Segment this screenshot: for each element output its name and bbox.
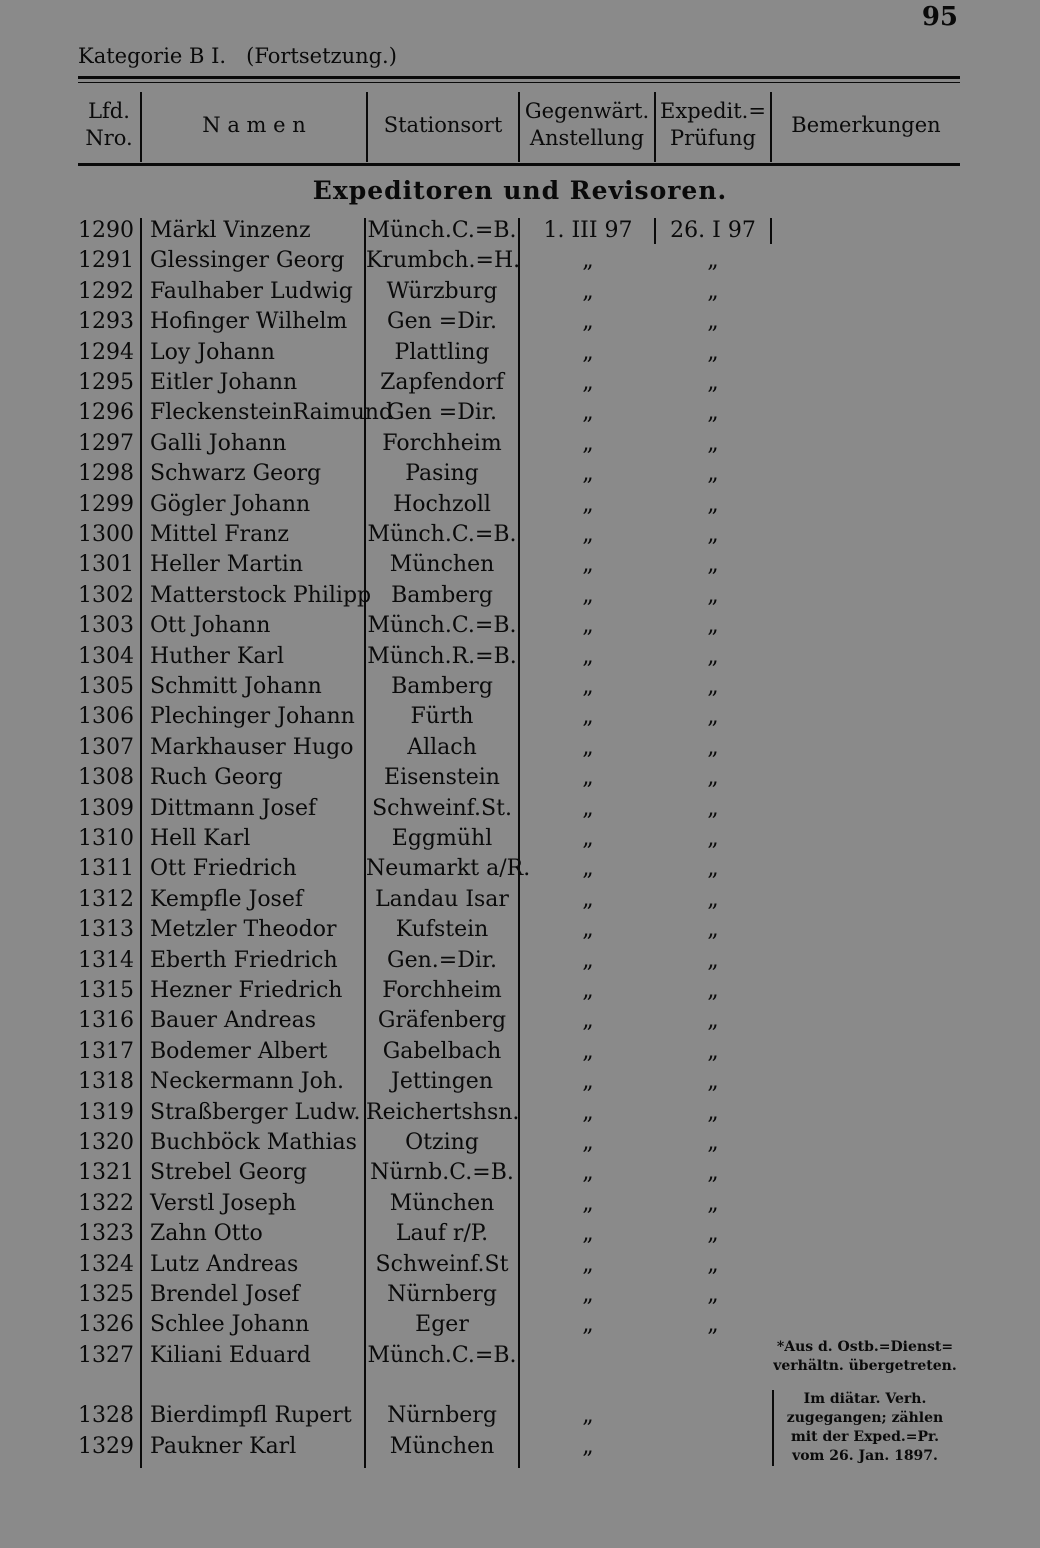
row-anstellung: „ xyxy=(582,978,594,1003)
row-name: Bierdimpfl Rupert xyxy=(150,1403,352,1429)
row-station: Münch.C.=B. xyxy=(367,613,517,639)
table-row xyxy=(0,915,1000,945)
header-rule-top xyxy=(78,76,960,79)
row-name: Brendel Josef xyxy=(150,1282,300,1307)
row-name: Hell Karl xyxy=(150,826,251,851)
row-name: Buchböck Mathias xyxy=(150,1130,357,1155)
row-pruefung: „ xyxy=(707,1282,719,1307)
row-name: Gögler Johann xyxy=(150,491,311,517)
row-station: Münch.C.=B. xyxy=(367,522,517,547)
row-pruefung: „ xyxy=(707,765,719,791)
row-pruefung: 26. I 97 xyxy=(670,218,756,243)
row-number: 1326 xyxy=(78,1312,134,1338)
row-anstellung: „ xyxy=(582,643,594,669)
row-name: Bodemer Albert xyxy=(150,1038,328,1064)
row-anstellung: „ xyxy=(582,370,594,395)
row-pruefung: „ xyxy=(707,1008,719,1034)
section-title: Expeditoren und Revisoren. xyxy=(312,176,728,205)
row-number: 1320 xyxy=(78,1130,134,1155)
row-station: Eisenstein xyxy=(384,765,500,791)
row-station: Zapfendorf xyxy=(380,370,504,395)
row-station: Gen =Dir. xyxy=(387,309,497,335)
row-station: Kufstein xyxy=(395,917,489,943)
row-name: Kiliani Eduard xyxy=(150,1342,311,1368)
row-anstellung: „ xyxy=(582,1130,594,1155)
row-station: Münch.R.=B. xyxy=(367,643,517,669)
table-row xyxy=(0,702,1000,732)
row-name: Metzler Theodor xyxy=(150,917,337,943)
row-station: Otzing xyxy=(405,1130,479,1155)
row-anstellung: „ xyxy=(582,734,594,760)
row-anstellung: „ xyxy=(582,582,594,608)
table-row xyxy=(0,763,1000,793)
row-station: München xyxy=(389,1190,495,1216)
row-pruefung: „ xyxy=(707,795,719,821)
table-row xyxy=(0,1250,1000,1280)
row-pruefung: „ xyxy=(707,309,719,335)
row-number: 1325 xyxy=(78,1282,134,1307)
header-divider xyxy=(140,92,142,162)
row-number: 1291 xyxy=(78,248,134,274)
table-row xyxy=(0,611,1000,641)
row-name: Märkl Vinzenz xyxy=(150,218,311,243)
table-row xyxy=(0,277,1000,307)
row-anstellung: „ xyxy=(582,248,594,274)
row-pruefung: „ xyxy=(707,947,719,973)
row-anstellung: „ xyxy=(582,1221,594,1247)
row-number: 1328 xyxy=(78,1403,134,1429)
row-station: Münch.C.=B. xyxy=(367,218,517,243)
row-anstellung: „ xyxy=(582,886,594,912)
row-anstellung: „ xyxy=(582,1099,594,1125)
header-divider xyxy=(770,92,772,162)
row-pruefung: „ xyxy=(707,552,719,578)
row-number: 1312 xyxy=(78,886,134,912)
row-anstellung: „ xyxy=(582,461,594,487)
row-name: Loy Johann xyxy=(150,339,275,365)
row-number: 1297 xyxy=(78,430,134,456)
row-number: 1298 xyxy=(78,461,134,487)
row-pruefung: „ xyxy=(707,734,719,760)
row-anstellung: „ xyxy=(582,765,594,791)
row-station: Forchheim xyxy=(382,978,502,1003)
row-station: Münch.C.=B. xyxy=(367,1342,517,1368)
row-name: Heller Martin xyxy=(150,552,304,578)
row-name: Verstl Joseph xyxy=(150,1190,297,1216)
row-pruefung: „ xyxy=(707,978,719,1003)
row-station: Würzburg xyxy=(386,278,498,304)
table-row xyxy=(0,854,1000,884)
row-pruefung: „ xyxy=(707,339,719,365)
row-station: München xyxy=(389,552,495,578)
table-row xyxy=(0,581,1000,611)
row-station: Schweinf.St. xyxy=(372,795,512,821)
row-number: 1300 xyxy=(78,522,134,547)
row-name: Kempfle Josef xyxy=(150,886,304,912)
table-row xyxy=(0,1006,1000,1036)
row-anstellung: „ xyxy=(582,1433,594,1459)
row-anstellung: „ xyxy=(582,522,594,547)
row-station: Forchheim xyxy=(382,430,502,456)
row-pruefung: „ xyxy=(707,430,719,456)
table-row xyxy=(0,246,1000,276)
row-number: 1314 xyxy=(78,947,134,973)
table-row xyxy=(0,1037,1000,1067)
row-number: 1299 xyxy=(78,491,134,517)
row-pruefung: „ xyxy=(707,1130,719,1155)
row-name: Schlee Johann xyxy=(150,1312,310,1338)
row-anstellung: „ xyxy=(582,430,594,456)
row-name: Schwarz Georg xyxy=(150,461,322,487)
header-divider xyxy=(366,92,368,162)
row-station: Jettingen xyxy=(391,1069,493,1095)
row-anstellung: „ xyxy=(582,1160,594,1186)
row-number: 1316 xyxy=(78,1008,134,1034)
row-number: 1296 xyxy=(78,400,134,426)
row-name: Faulhaber Ludwig xyxy=(150,278,353,304)
row-station: Landau Isar xyxy=(375,886,509,912)
row-pruefung: „ xyxy=(707,491,719,517)
row-number: 1302 xyxy=(78,582,134,608)
row-number: 1308 xyxy=(78,765,134,791)
row-anstellung: „ xyxy=(582,795,594,821)
row-number: 1311 xyxy=(78,856,134,882)
row-name: Glessinger Georg xyxy=(150,248,345,274)
row-name: Markhauser Hugo xyxy=(150,734,354,760)
row-pruefung: „ xyxy=(707,582,719,608)
table-row xyxy=(0,550,1000,580)
table-row xyxy=(0,1158,1000,1188)
row-anstellung: „ xyxy=(582,552,594,578)
row-name: Schmitt Johann xyxy=(150,674,322,699)
header-namen: N a m e n xyxy=(202,112,306,137)
row-anstellung: „ xyxy=(582,278,594,304)
table-row xyxy=(0,1128,1000,1158)
table-row xyxy=(0,642,1000,672)
table-row xyxy=(0,946,1000,976)
header-lfd-nro: Lfd. Nro. xyxy=(85,99,133,150)
row-anstellung: „ xyxy=(582,917,594,943)
row-number: 1293 xyxy=(78,309,134,335)
header-anstellung: Gegenwärt. Anstellung xyxy=(524,99,650,150)
row-station: Plattling xyxy=(394,339,490,365)
row-pruefung: „ xyxy=(707,1160,719,1186)
row-station: Pasing xyxy=(405,461,479,487)
row-anstellung: „ xyxy=(582,400,594,426)
row-pruefung: „ xyxy=(707,1190,719,1216)
row-anstellung: „ xyxy=(582,491,594,517)
row-station: Krumbch.=H. xyxy=(366,248,521,274)
table-row xyxy=(0,1280,1000,1310)
row-name: Mittel Franz xyxy=(150,522,289,547)
row-station: Gen =Dir. xyxy=(387,400,497,426)
row-station: Gräfenberg xyxy=(377,1008,507,1034)
row-name: Ruch Georg xyxy=(150,765,283,791)
table-row xyxy=(0,794,1000,824)
row-station: München xyxy=(389,1433,495,1459)
row-station: Nürnb.C.=B. xyxy=(370,1160,514,1186)
row-number: 1329 xyxy=(78,1433,134,1459)
row-number: 1304 xyxy=(78,643,134,669)
row-anstellung: „ xyxy=(582,947,594,973)
row-number: 1315 xyxy=(78,978,134,1003)
row-name: Lutz Andreas xyxy=(150,1251,299,1277)
row-name: Paukner Karl xyxy=(150,1433,297,1459)
row-name: Hezner Friedrich xyxy=(150,978,343,1003)
table-row xyxy=(0,885,1000,915)
row-number: 1294 xyxy=(78,339,134,365)
table-row xyxy=(0,520,1000,550)
header-divider xyxy=(518,92,520,162)
row-name: Neckermann Joh. xyxy=(150,1069,344,1095)
table-row xyxy=(0,490,1000,520)
row-anstellung: „ xyxy=(582,309,594,335)
row-number: 1318 xyxy=(78,1069,134,1095)
row-anstellung: „ xyxy=(582,613,594,639)
row-anstellung: „ xyxy=(582,1069,594,1095)
row-pruefung: „ xyxy=(707,1221,719,1247)
row-name: Strebel Georg xyxy=(150,1160,308,1186)
header-pruefung: Expedit.= Prüfung xyxy=(660,99,766,150)
row-number: 1292 xyxy=(78,278,134,304)
row-pruefung: „ xyxy=(707,1038,719,1064)
row-anstellung: „ xyxy=(582,704,594,730)
table-row xyxy=(0,398,1000,428)
row-anstellung: „ xyxy=(582,1190,594,1216)
row-number: 1307 xyxy=(78,734,134,760)
table-row xyxy=(0,1067,1000,1097)
row-pruefung: „ xyxy=(707,1099,719,1125)
row-station: Fürth xyxy=(410,704,474,730)
row-pruefung: „ xyxy=(707,1312,719,1338)
row-anstellung: „ xyxy=(582,1403,594,1429)
row-number: 1317 xyxy=(78,1038,134,1064)
row-station: Lauf r/P. xyxy=(395,1221,489,1247)
row-name: Matterstock Philipp xyxy=(150,582,372,608)
row-station: Eger xyxy=(415,1312,469,1338)
remark-1327: *Aus d. Ostb.=Dienst= verhältn. übergetreten. xyxy=(773,1339,957,1374)
table-row xyxy=(0,976,1000,1006)
table-row xyxy=(0,307,1000,337)
row-number: 1322 xyxy=(78,1190,134,1216)
row-station: Bamberg xyxy=(391,582,493,608)
row-name: Dittmann Josef xyxy=(150,795,317,821)
row-pruefung: „ xyxy=(707,613,719,639)
row-pruefung: „ xyxy=(707,278,719,304)
header-rule-top-thin xyxy=(78,82,960,83)
row-number: 1290 xyxy=(78,218,134,243)
row-pruefung: „ xyxy=(707,400,719,426)
row-anstellung: „ xyxy=(582,1312,594,1338)
row-number: 1323 xyxy=(78,1221,134,1247)
row-name: Ott Johann xyxy=(150,613,271,639)
remark-1328: Im diätar. Verh. zugegangen; zählen mit der Exped.=Pr. vom 26. Jan. 1897. xyxy=(786,1391,944,1464)
row-anstellung: „ xyxy=(582,826,594,851)
row-number: 1309 xyxy=(78,795,134,821)
row-name: Zahn Otto xyxy=(150,1221,263,1247)
table-row xyxy=(0,824,1000,854)
row-station: Gen.=Dir. xyxy=(387,947,497,973)
header-stationsort: Stationsort xyxy=(383,112,503,137)
row-station: Bamberg xyxy=(391,674,493,699)
row-anstellung: 1. III 97 xyxy=(543,218,633,243)
row-name: Hofinger Wilhelm xyxy=(150,309,348,335)
row-number: 1301 xyxy=(78,552,134,578)
table-row xyxy=(0,1219,1000,1249)
table-row xyxy=(0,429,1000,459)
row-name: Straßberger Ludw. xyxy=(150,1099,361,1125)
row-anstellung: „ xyxy=(582,856,594,882)
row-anstellung: „ xyxy=(582,1282,594,1307)
row-station: Neumarkt a/R. xyxy=(366,856,531,882)
row-pruefung: „ xyxy=(707,643,719,669)
table-row xyxy=(0,216,1000,246)
row-pruefung: „ xyxy=(707,461,719,487)
row-number: 1313 xyxy=(78,917,134,943)
row-name: Ott Friedrich xyxy=(150,856,297,882)
table-row xyxy=(0,459,1000,489)
table-row xyxy=(0,1098,1000,1128)
table-row xyxy=(0,338,1000,368)
row-number: 1310 xyxy=(78,826,134,851)
table-row xyxy=(0,672,1000,702)
row-name: Eitler Johann xyxy=(150,370,298,395)
category-heading: Kategorie B I. (Fortsetzung.) xyxy=(78,44,397,68)
row-name: FleckensteinRaimund xyxy=(150,400,394,426)
row-station: Reichertshsn. xyxy=(366,1099,520,1125)
row-number: 1319 xyxy=(78,1099,134,1125)
row-pruefung: „ xyxy=(707,674,719,699)
row-name: Galli Johann xyxy=(150,430,287,456)
row-pruefung: „ xyxy=(707,1251,719,1277)
header-bemerkungen: Bemerkungen xyxy=(791,112,941,137)
row-anstellung: „ xyxy=(582,674,594,699)
row-pruefung: „ xyxy=(707,1069,719,1095)
row-station: Nürnberg xyxy=(387,1403,497,1429)
row-pruefung: „ xyxy=(707,370,719,395)
row-number: 1324 xyxy=(78,1251,134,1277)
table-row xyxy=(0,1189,1000,1219)
row-pruefung: „ xyxy=(707,248,719,274)
row-number: 1305 xyxy=(78,674,134,699)
row-number: 1295 xyxy=(78,370,134,395)
header-divider xyxy=(654,92,656,162)
row-number: 1303 xyxy=(78,613,134,639)
row-station: Hochzoll xyxy=(393,491,491,517)
row-pruefung: „ xyxy=(707,856,719,882)
row-station: Allach xyxy=(407,734,477,760)
row-anstellung: „ xyxy=(582,1008,594,1034)
row-name: Plechinger Johann xyxy=(150,704,355,730)
row-name: Bauer Andreas xyxy=(150,1008,317,1034)
header-rule-bottom xyxy=(78,163,960,166)
row-pruefung: „ xyxy=(707,826,719,851)
row-pruefung: „ xyxy=(707,704,719,730)
row-anstellung: „ xyxy=(582,1251,594,1277)
row-station: Nürnberg xyxy=(387,1282,497,1307)
row-number: 1327 xyxy=(78,1342,134,1368)
row-name: Eberth Friedrich xyxy=(150,947,338,973)
page-number: 95 xyxy=(921,2,958,32)
row-pruefung: „ xyxy=(707,522,719,547)
row-station: Schweinf.St xyxy=(375,1251,509,1277)
table-row xyxy=(0,733,1000,763)
row-number: 1321 xyxy=(78,1160,134,1186)
row-pruefung: „ xyxy=(707,886,719,912)
row-number: 1306 xyxy=(78,704,134,730)
row-pruefung: „ xyxy=(707,917,719,943)
table-row xyxy=(0,1310,1000,1340)
row-anstellung: „ xyxy=(582,1038,594,1064)
row-name: Huther Karl xyxy=(150,643,284,669)
row-anstellung: „ xyxy=(582,339,594,365)
row-station: Eggmühl xyxy=(391,826,493,851)
remark-brace xyxy=(772,1390,774,1466)
table-row xyxy=(0,368,1000,398)
row-station: Gabelbach xyxy=(382,1038,502,1064)
